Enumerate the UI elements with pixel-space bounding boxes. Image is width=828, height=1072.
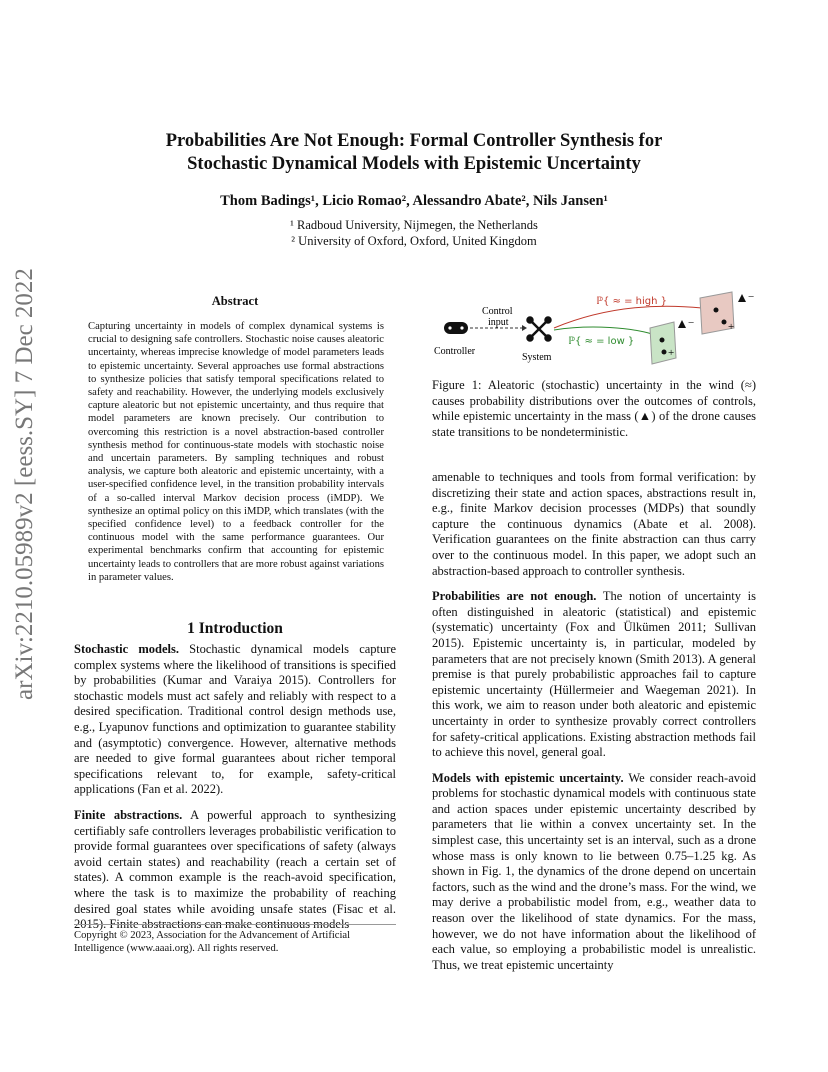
paragraph-text: The notion of uncertainty is often distinguished in aleatoric (statistical) and epistemic (systematic) uncertainty (Fox and Ülkümen 2011; Sullivan 2015). Epistemic uncertainty is, in particular, modeled by parameters that are not precisely known (Smith 2013). A general premise is that purely probabilistic approaches fail to capture epistemic uncertainty (Hüllermeier and Waegeman 2021). In this work, we aim to reason under both aleatoric and epistemic uncertainty in order to synthesize provably correct controllers for safety-critical applications. Existing abstraction methods fail to achieve this novel, general goal. — [432, 589, 756, 760]
affiliation-2: ² University of Oxford, Oxford, United Kingdom — [291, 234, 537, 248]
left-column-body — [74, 642, 396, 933]
control-input-label-1: Control — [482, 306, 513, 317]
minus-sign: − — [748, 291, 755, 303]
gamepad-icon — [444, 322, 468, 334]
low-wind-arrow — [554, 327, 652, 334]
right-column-body — [432, 470, 756, 973]
paragraph-text: Stochastic dynamical models capture complex systems where the likelihood of transitions is specified by probabilities (Kumar and Varaiya 2015). Controllers for stochastic models must act safely and reliably with respect to a desired specification. Traditional control design methods use, e.g., Lyapunov functions and optimization to guarantee stability and (asymptotic) convergence. However, alternative methods are needed to give formal guarantees about richer temporal specifications relevant to, for example, safety-critical applications (Fan et al. 2022). — [74, 642, 396, 797]
controller-label: Controller — [434, 346, 476, 357]
mass-icon — [678, 320, 686, 328]
paragraph-abstraction-continued — [432, 470, 756, 579]
paragraph-epistemic-models — [432, 771, 756, 974]
abstract-body: Capturing uncertainty in models of complex dynamical systems is crucial to designing safe controllers. Stochastic noise causes aleatoric uncertainty, whereas imprecise knowledge of model parameters leads to epistemic uncertainty. Several approaches use formal abstractions to synthesize policies that satisfy temporal specifications related to safety and reachability. However, the underlying models exclusively capture aleatoric but not epistemic uncertainty, and thus require that model parameters are known precisely. Our contribution to overcoming this restriction is a novel abstraction-based controller synthesis method for continuous-state models with stochastic noise and uncertain parameters. By sampling techniques and robust analysis, we capture both aleatoric and epistemic uncertainty, with a user-specified confidence level, in the transition probability intervals of a so-called interval Markov decision process (iMDP). We synthesize an optimal policy on this iMDP, which translates (with the specified confidence level) to a feedback controller for the continuous model with the same performance guarantees. Our experimental benchmarks confirm that accounting for epistemic uncertainty leads to controllers that are more robust against variations in parameter values. — [88, 321, 384, 583]
title-line-2: Stochastic Dynamical Models with Epistemic Uncertainty — [187, 154, 641, 174]
high-wind-label: ℙ{ ≈ = high } — [596, 296, 668, 307]
mass-icon — [738, 294, 746, 302]
copyright-notice: Copyright © 2023, Association for the Advancement of Artificial Intelligence (www.aaai.org). All rights reserved. — [74, 924, 396, 955]
paragraph-text: We consider reach-avoid problems for stochastic dynamical models with continuous state and action spaces under epistemic uncertainty described by parameters that lie within a convex uncertainty set. In the simplest case, this uncertainty set is an interval, such as a drone whose mass is only known to lie between 0.75–1.25 kg. As shown in Fig. 1, the dynamics of the drone depend on uncertain factors, such as the wind and the drone’s mass. For the wind, we may derive a probabilistic model from, e.g., weather data to reason over the likelihood of state dynamics. For the mass, however, we do not have information about the likelihood of each value, so employing a probabilistic model is unrealistic. Thus, we treat epistemic uncertainty — [432, 770, 756, 972]
control-input-label-2: input — [488, 317, 509, 328]
title-line-1: Probabilities Are Not Enough: Formal Controller Synthesis for — [165, 131, 663, 151]
paragraph-text: amenable to techniques and tools from formal verification: by discretizing their state and action spaces, abstractions result in, e.g., finite Markov decision processes (MDPs) that soundly capture the continuous dynamics (Abate et al. 2008). Verification guarantees on the finite abstraction can thus carry over to the continuous model. In this paper, we adopt such an abstraction-based approach to controller synthesis. — [432, 470, 756, 578]
run-in-heading: Stochastic models. — [74, 642, 179, 656]
paragraph-text: A powerful approach to synthesizing certifiably safe controllers leverages probabilistic verification to provide formal guarantees over specifications of safety (always avoid certain states) and reachability (reach a certain set of states). A common example is the reach-avoid specification, where the task is to maximize the probability of reaching desired goal states while avoiding unsafe states (Fisac et al. 2015). Finite abstractions can make continuous models — [74, 807, 397, 932]
paper-title — [0, 130, 828, 176]
plus-sign: + — [668, 347, 675, 359]
section-heading-introduction: 1 Introduction — [187, 620, 283, 637]
figure-1-diagram — [432, 288, 762, 368]
run-in-heading: Finite abstractions. — [74, 807, 183, 822]
system-label: System — [522, 352, 552, 363]
paragraph-probabilities-not-enough — [432, 589, 756, 761]
drone-icon — [528, 318, 551, 341]
abstract-heading: Abstract — [211, 294, 259, 308]
paragraph-finite-abstractions — [74, 808, 396, 933]
figure-1-caption: Figure 1: Aleatoric (stochastic) uncertainty in the wind (≈) causes probability distributions over the outcomes of controls, while epistemic uncertainty in the mass (▲) of the drone causes state transitions to be nondeterministic. — [432, 378, 756, 439]
affiliation-1: ¹ Radboud University, Nijmegen, the Netherlands — [290, 218, 538, 232]
low-wind-label: ℙ{ ≈ = low } — [568, 336, 635, 347]
author-list: Thom Badings¹, Licio Romao², Alessandro Abate², Nils Jansen¹ — [220, 193, 608, 209]
arxiv-identifier: arXiv:2210.05989v2 [eess.SY] 7 Dec 2022 — [11, 268, 38, 700]
minus-sign: − — [688, 317, 695, 329]
paragraph-stochastic-models — [74, 642, 396, 798]
run-in-heading: Models with epistemic uncertainty. — [432, 770, 624, 785]
plus-sign: + — [728, 321, 735, 333]
run-in-heading: Probabilities are not enough. — [432, 589, 597, 604]
